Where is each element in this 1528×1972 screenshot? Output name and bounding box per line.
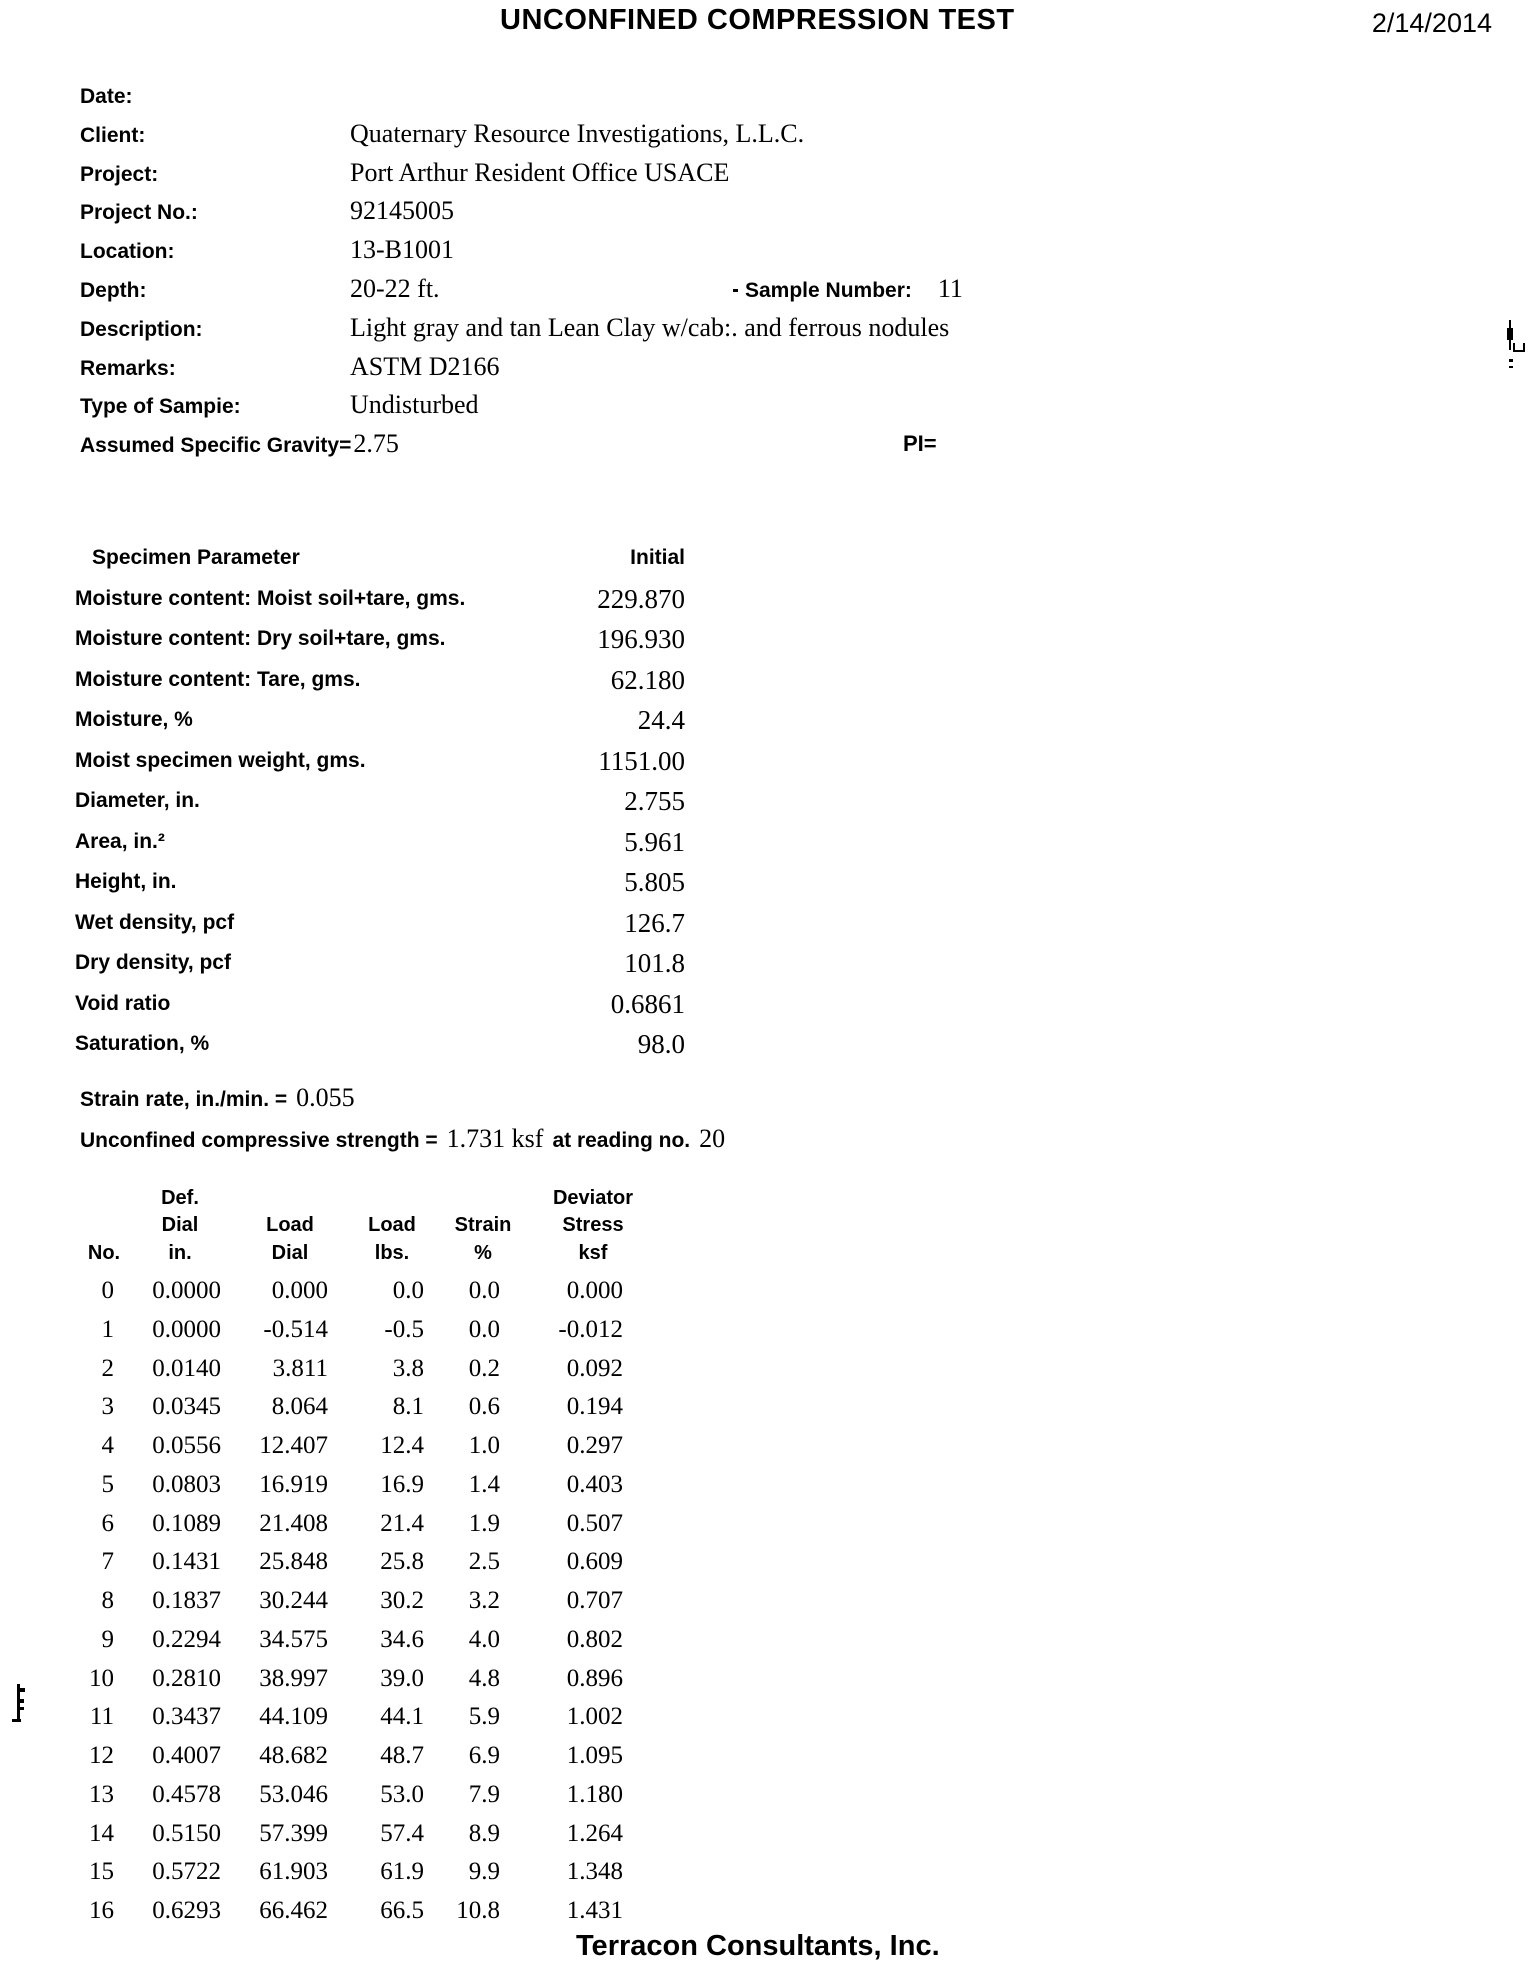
table-row	[0, 1892, 623, 1931]
strength-suffix-label: at reading no.	[552, 1129, 691, 1152]
specimen-param-label: Moisture content: Tare, gms.	[75, 667, 361, 691]
table-cell: 4.8	[468, 1664, 500, 1692]
table-row	[0, 1853, 623, 1892]
field-value: Undisturbed	[350, 390, 479, 420]
table-cell: 0.0000	[152, 1315, 221, 1343]
table-row	[0, 1660, 623, 1699]
header-field-row	[80, 309, 949, 348]
table-cell: 0.0000	[152, 1277, 221, 1304]
field-value: 20-22 ft.	[350, 273, 440, 303]
table-cell: 0.297	[566, 1432, 623, 1459]
table-cell: 30.2	[380, 1587, 424, 1614]
table-cell: 4.0	[468, 1625, 500, 1653]
table-cell: 3.811	[272, 1354, 328, 1382]
readings-column-header: Load Dial	[266, 1214, 314, 1264]
specific-gravity-label: Assumed Specific Gravity=	[80, 434, 352, 457]
specimen-initial-value: 126.7	[624, 907, 685, 938]
table-cell: 34.575	[259, 1625, 328, 1653]
specific-gravity-value: 2.75	[353, 429, 399, 458]
specimen-param-label: Saturation, %	[75, 1032, 210, 1055]
scan-artifact	[20, 1688, 25, 1692]
specimen-row	[75, 984, 685, 1025]
specimen-param-label: Area, in.²	[75, 829, 165, 853]
table-cell: 9.9	[468, 1858, 500, 1886]
table-row	[0, 1737, 623, 1776]
field-label: Remarks:	[80, 356, 176, 380]
table-cell: 7.9	[468, 1780, 500, 1808]
table-row	[0, 1543, 623, 1582]
field-label: Project No.:	[80, 201, 198, 225]
scan-artifact	[20, 1699, 24, 1703]
field-value: Port Arthur Resident Office USACE	[350, 157, 730, 187]
table-cell: 0.609	[566, 1548, 623, 1576]
table-row	[0, 1272, 623, 1311]
sample-number	[745, 270, 963, 313]
specimen-param-label: Dry density, pcf	[75, 951, 231, 974]
strength-value: 1.731 ksf	[446, 1124, 544, 1153]
table-cell: 8.1	[392, 1393, 424, 1421]
specimen-param-label: Diameter, in.	[75, 789, 200, 812]
field-label: Type of Sampie:	[80, 395, 241, 419]
report-date: 2/14/2014	[1371, 8, 1492, 38]
readings-table	[0, 1272, 623, 1931]
table-cell: 12.407	[259, 1432, 328, 1459]
table-cell: 10	[89, 1664, 114, 1692]
table-cell: 0.2	[468, 1354, 500, 1382]
specimen-initial-value: 5.961	[624, 826, 685, 857]
table-cell: 0.0803	[152, 1470, 221, 1498]
header-field-row	[80, 231, 949, 270]
field-value: ASTM D2166	[350, 351, 500, 381]
table-cell: 10.8	[456, 1897, 500, 1924]
specimen-initial-header: Initial	[630, 546, 685, 569]
table-cell: 0.5722	[152, 1858, 221, 1886]
table-cell: 12.4	[380, 1432, 424, 1459]
table-cell: 1.264	[566, 1819, 623, 1847]
table-cell: 0.403	[566, 1470, 623, 1498]
table-cell: 0.092	[566, 1354, 623, 1382]
table-cell: 14	[89, 1819, 114, 1847]
specimen-row	[75, 943, 685, 984]
table-cell: 1.002	[566, 1703, 623, 1731]
table-cell: 16.9	[380, 1470, 424, 1498]
specimen-initial-value: 101.8	[624, 948, 685, 978]
field-label: Client:	[80, 123, 146, 147]
table-cell: -0.012	[558, 1315, 623, 1343]
table-cell: -0.5	[384, 1315, 424, 1343]
specimen-table-header	[75, 538, 685, 579]
specimen-row	[75, 781, 685, 822]
footer-company: Terracon Consultants, Inc.	[576, 1930, 940, 1962]
table-row	[0, 1505, 623, 1544]
specimen-row	[75, 741, 685, 782]
scan-artifact	[12, 1719, 21, 1722]
table-cell: 0.507	[566, 1509, 623, 1537]
table-cell: 66.5	[380, 1897, 424, 1924]
table-cell: 0.000	[566, 1277, 623, 1304]
table-cell: 25.8	[380, 1548, 424, 1576]
table-row	[0, 1776, 623, 1815]
table-row	[0, 1311, 623, 1350]
table-cell: 66.462	[259, 1897, 328, 1924]
readings-column-header: Def. Dial in.	[161, 1186, 199, 1264]
readings-table-header	[0, 1175, 700, 1267]
header-field-row	[80, 348, 949, 387]
page-title: UNCONFINED COMPRESSION TEST	[500, 4, 1015, 36]
table-cell: 6.9	[468, 1742, 500, 1769]
table-cell: 0.0	[468, 1315, 500, 1343]
scan-artifact	[1509, 366, 1513, 368]
strain-rate-line	[80, 1078, 355, 1122]
scan-artifact	[20, 1707, 24, 1710]
table-cell: 0.896	[566, 1664, 623, 1692]
scan-artifact	[1507, 328, 1513, 340]
table-cell: 21.4	[380, 1509, 424, 1537]
table-cell: 57.4	[380, 1819, 424, 1847]
table-cell: 0.0	[468, 1277, 500, 1304]
sample-number-value: 11	[937, 274, 963, 303]
table-cell: 0.802	[566, 1625, 623, 1653]
specimen-param-label: Moisture, %	[75, 708, 193, 731]
sample-number-label: Sample Number:	[745, 279, 912, 302]
table-cell: 0.2810	[152, 1664, 221, 1692]
specimen-initial-value: 0.6861	[610, 988, 685, 1019]
table-cell: 3.2	[468, 1587, 500, 1614]
table-cell: 5	[101, 1470, 114, 1498]
field-label: Date:	[80, 85, 133, 108]
strain-rate-label: Strain rate, in./min. =	[80, 1088, 288, 1111]
table-cell: 8.064	[271, 1393, 328, 1421]
table-cell: 0	[101, 1277, 114, 1304]
field-label: Depth:	[80, 278, 147, 302]
header-fields	[80, 76, 949, 425]
specimen-row	[75, 579, 685, 620]
table-cell: 6	[101, 1509, 114, 1537]
specimen-param-label: Void ratio	[75, 991, 171, 1015]
table-cell: 0.6293	[152, 1897, 221, 1924]
table-cell: 44.109	[259, 1703, 328, 1731]
strain-rate-value: 0.055	[296, 1083, 355, 1112]
table-cell: 3	[101, 1393, 114, 1421]
specimen-initial-value: 229.870	[597, 583, 685, 614]
table-cell: 0.1089	[152, 1509, 221, 1537]
table-cell: 12	[89, 1742, 114, 1769]
table-cell: 0.000	[271, 1277, 328, 1304]
table-cell: 0.5150	[152, 1819, 221, 1847]
specimen-row	[75, 619, 685, 660]
header-field-row	[80, 192, 949, 231]
table-cell: 53.0	[380, 1780, 424, 1808]
specimen-initial-value: 24.4	[637, 705, 685, 735]
table-cell: 4	[101, 1432, 114, 1459]
specimen-param-label: Height, in.	[75, 870, 177, 893]
table-cell: 0.4007	[152, 1742, 221, 1769]
specimen-row	[75, 700, 685, 741]
table-cell: 16.919	[259, 1470, 328, 1498]
strength-label: Unconfined compressive strength =	[80, 1129, 438, 1152]
table-cell: 34.6	[380, 1625, 424, 1653]
specimen-initial-value: 2.755	[624, 786, 685, 816]
specimen-row	[75, 822, 685, 863]
table-row	[0, 1815, 623, 1854]
table-cell: 1.095	[566, 1742, 623, 1769]
table-cell: 61.903	[259, 1858, 328, 1886]
header-field-row	[80, 115, 949, 154]
scan-artifact	[1513, 343, 1525, 352]
specimen-row	[75, 660, 685, 701]
table-cell: 7	[101, 1548, 114, 1576]
header-field-row	[80, 76, 949, 115]
table-row	[0, 1350, 623, 1389]
scan-artifact	[733, 289, 738, 292]
table-cell: 30.244	[259, 1587, 328, 1614]
table-row	[0, 1427, 623, 1466]
readings-column-header: Load lbs.	[368, 1214, 416, 1264]
pi-label: PI=	[903, 431, 937, 456]
field-label: Project:	[80, 162, 159, 186]
table-cell: -0.514	[263, 1315, 328, 1343]
specific-gravity	[80, 425, 399, 468]
table-cell: 0.0140	[152, 1354, 221, 1382]
header-field-row	[80, 386, 949, 425]
specimen-param-label: Wet density, pcf	[75, 910, 235, 934]
field-value: 13-B1001	[350, 235, 454, 265]
table-cell: 3.8	[392, 1354, 424, 1382]
strength-suffix-value: 20	[699, 1124, 726, 1153]
table-cell: 0.0	[392, 1277, 424, 1304]
table-cell: 38.997	[259, 1664, 328, 1692]
table-cell: 5.9	[468, 1703, 500, 1731]
scan-artifact	[1509, 359, 1513, 362]
specimen-param-label: Moisture content: Dry soil+tare, gms.	[75, 627, 446, 650]
table-cell: 21.408	[259, 1509, 328, 1537]
table-cell: 2	[101, 1354, 114, 1382]
table-cell: 48.682	[259, 1742, 328, 1769]
table-cell: 1.348	[566, 1858, 623, 1886]
table-cell: 1.4	[468, 1470, 500, 1498]
table-cell: 0.3437	[152, 1703, 221, 1731]
field-value: 92145005	[350, 196, 454, 226]
table-cell: 1.0	[468, 1432, 500, 1459]
table-cell: 15	[89, 1858, 114, 1886]
table-cell: 0.0345	[152, 1393, 221, 1421]
table-row	[0, 1466, 623, 1505]
specimen-parameter-header: Specimen Parameter	[92, 546, 300, 569]
table-cell: 16	[89, 1897, 114, 1924]
specimen-row	[75, 903, 685, 944]
table-row	[0, 1388, 623, 1427]
table-cell: 1.9	[468, 1509, 500, 1537]
specimen-initial-value: 98.0	[637, 1029, 685, 1059]
table-cell: 39.0	[380, 1664, 424, 1692]
readings-column-header: No.	[87, 1241, 121, 1264]
table-cell: 53.046	[259, 1780, 328, 1808]
strength-line	[80, 1119, 734, 1163]
table-cell: 0.0556	[152, 1432, 221, 1459]
table-cell: 8	[101, 1587, 114, 1614]
table-cell: 0.1431	[152, 1548, 221, 1576]
specimen-row	[75, 1024, 685, 1065]
specimen-initial-value: 5.805	[624, 867, 685, 897]
specimen-initial-value: 196.930	[597, 624, 685, 654]
table-cell: 8.9	[468, 1819, 500, 1847]
table-cell: 1.180	[566, 1780, 623, 1808]
table-cell: 9	[101, 1625, 114, 1653]
field-label: Description:	[80, 317, 203, 341]
table-row	[0, 1698, 623, 1737]
specimen-param-label: Moisture content: Moist soil+tare, gms.	[75, 586, 466, 610]
specimen-row	[75, 862, 685, 903]
table-cell: 0.4578	[152, 1780, 221, 1808]
table-row	[0, 1582, 623, 1621]
table-cell: 11	[89, 1703, 114, 1731]
specimen-initial-value: 62.180	[610, 664, 685, 695]
table-cell: 0.6	[468, 1393, 500, 1421]
readings-column-header: Deviator Stress ksf	[552, 1186, 634, 1264]
table-cell: 2.5	[468, 1548, 500, 1576]
field-label: Location:	[80, 240, 175, 264]
header-field-row	[80, 154, 949, 193]
table-cell: 25.848	[259, 1548, 328, 1576]
table-cell: 1	[101, 1315, 114, 1343]
table-cell: 0.1837	[152, 1587, 221, 1614]
readings-column-header: Strain %	[454, 1214, 512, 1264]
table-cell: 57.399	[259, 1819, 328, 1847]
table-cell: 13	[89, 1780, 114, 1808]
specimen-initial-value: 1151.00	[598, 745, 685, 776]
specimen-table	[75, 538, 685, 1065]
table-cell: 1.431	[566, 1897, 623, 1924]
table-cell: 0.194	[566, 1393, 623, 1421]
field-value: Quaternary Resource Investigations, L.L.C.	[350, 118, 805, 148]
field-value: Light gray and tan Lean Clay w/cab:. and ferrous nodules	[350, 312, 950, 342]
table-cell: 61.9	[380, 1858, 424, 1886]
specimen-param-label: Moist specimen weight, gms.	[75, 748, 366, 772]
table-cell: 44.1	[380, 1703, 424, 1731]
table-row	[0, 1621, 623, 1660]
table-cell: 0.707	[566, 1587, 623, 1614]
table-cell: 0.2294	[152, 1625, 221, 1653]
table-cell: 48.7	[380, 1742, 424, 1769]
